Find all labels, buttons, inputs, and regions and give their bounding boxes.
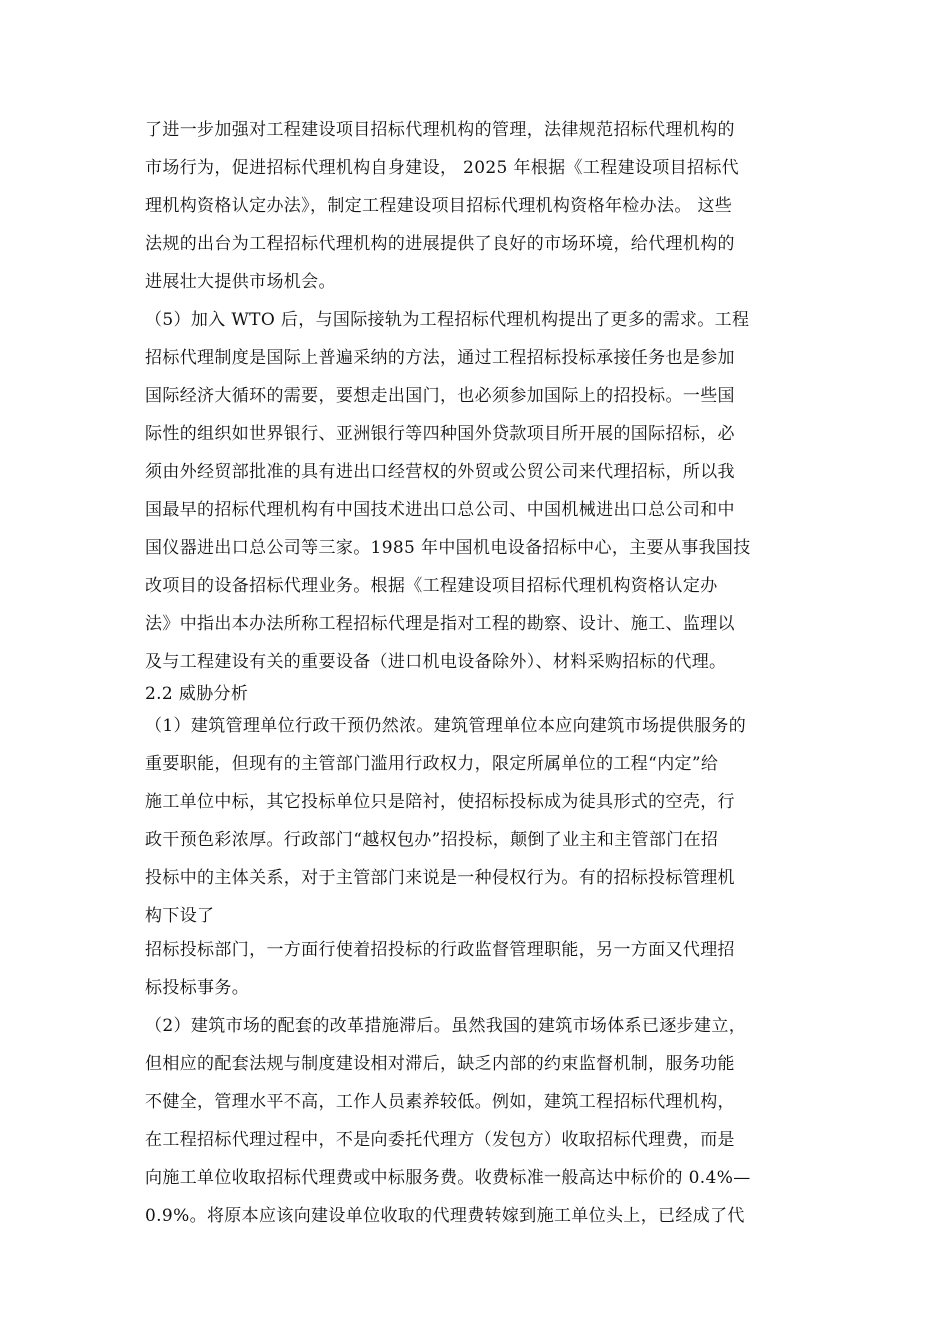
text-line: 改项目的设备招标代理业务。根据《工程建设项目招标代理机构资格认定办 <box>145 576 718 596</box>
text-line: 标投标事务。 <box>145 978 250 998</box>
text-line: 构下设了 <box>145 906 215 926</box>
text-line: 招标投标部门，一方面行使着招投标的行政监督管理职能，另一方面又代理招 <box>145 940 735 960</box>
text-line: 投标中的主体关系，对于主管部门来说是一种侵权行为。有的招标投标管理机 <box>145 868 735 888</box>
text-line: 施工单位中标，其它投标单位只是陪衬，使招标投标成为徒具形式的空壳，行 <box>145 792 735 812</box>
text-line: 理机构资格认定办法》，制定工程建设项目招标代理机构资格年检办法。 这些 <box>145 196 733 216</box>
text-line: 及与工程建设有关的重要设备（进口机电设备除外）、材料采购招标的代理。 <box>145 652 727 672</box>
text-line: 政干预色彩浓厚。行政部门“越权包办”招投标，颠倒了业主和主管部门在招 <box>145 830 719 850</box>
text-line: 了进一步加强对工程建设项目招标代理机构的管理，法律规范招标代理机构的 <box>145 120 735 140</box>
text-line: 市场行为，促进招标代理机构自身建设， 2025 年根据《工程建设项目招标代 <box>145 158 740 178</box>
text-line: 不健全，管理水平不高，工作人员素养较低。例如，建筑工程招标代理机构， <box>145 1092 735 1112</box>
text-line: 招标代理制度是国际上普遍采纳的方法，通过工程招标投标承接任务也是参加 <box>145 348 735 368</box>
text-line: （5）加入 WTO 后，与国际接轨为工程招标代理机构提出了更多的需求。工程 <box>145 310 750 330</box>
text-line: 国际经济大循环的需要，要想走出国门，也必须参加国际上的招投标。一些国 <box>145 386 735 406</box>
text-line: 际性的组织如世界银行、亚洲银行等四种国外贷款项目所开展的国际招标，必 <box>145 424 735 444</box>
text-line: （2）建筑市场的配套的改革措施滞后。虽然我国的建筑市场体系已逐步建立， <box>145 1016 747 1036</box>
text-line: 国仪器进出口总公司等三家。1985 年中国机电设备招标中心，主要从事我国技 <box>145 538 751 558</box>
text-line: 0.9%。将原本应该向建设单位收取的代理费转嫁到施工单位头上，已经成了代 <box>145 1206 745 1226</box>
text-line: 进展壮大提供市场机会。 <box>145 272 336 292</box>
section-heading: 2.2 威胁分析 <box>145 684 249 704</box>
text-line: 但相应的配套法规与制度建设相对滞后，缺乏内部的约束监督机制，服务功能 <box>145 1054 735 1074</box>
text-line: 法规的出台为工程招标代理机构的进展提供了良好的市场环境，给代理机构的 <box>145 234 735 254</box>
text-line: 须由外经贸部批准的具有进出口经营权的外贸或公贸公司来代理招标，所以我 <box>145 462 735 482</box>
text-line: 国最早的招标代理机构有中国技术进出口总公司、中国机械进出口总公司和中 <box>145 500 735 520</box>
text-line: 重要职能，但现有的主管部门滥用行政权力，限定所属单位的工程“内定”给 <box>145 754 719 774</box>
text-line: 向施工单位收取招标代理费或中标服务费。收费标准一般高达中标价的 0.4%— <box>145 1168 751 1188</box>
text-line: （1）建筑管理单位行政干预仍然浓。建筑管理单位本应向建筑市场提供服务的 <box>145 716 747 736</box>
text-line: 在工程招标代理过程中，不是向委托代理方（发包方）收取招标代理费，而是 <box>145 1130 735 1150</box>
text-line: 法》中指出本办法所称工程招标代理是指对工程的勘察、设计、施工、监理以 <box>145 614 735 634</box>
